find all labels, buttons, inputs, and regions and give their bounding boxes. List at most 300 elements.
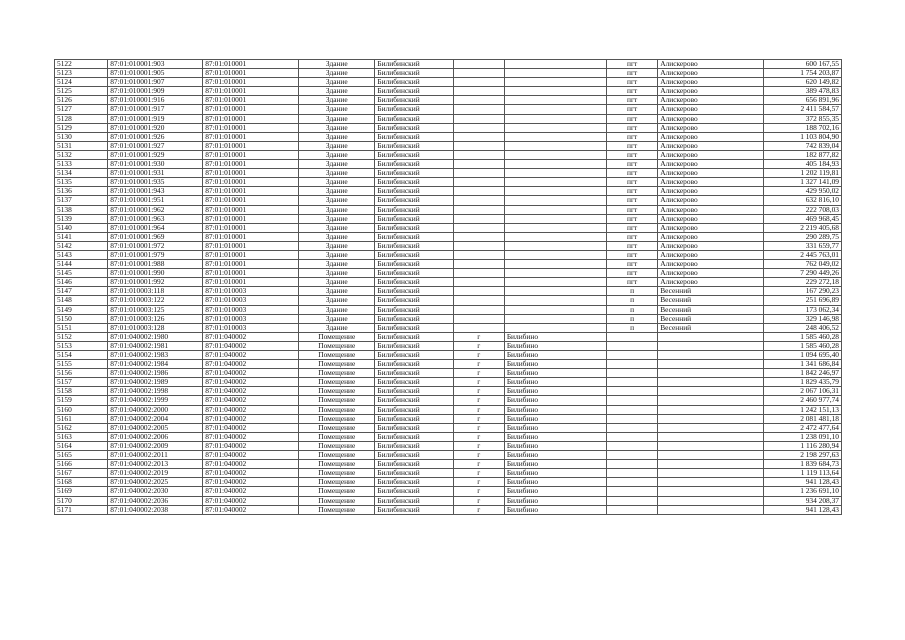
cell-cadastral-quarter: 87:01:010001 [203,78,299,87]
cell-cadastral-number: 87:01:010001:909 [108,87,203,96]
cell-settlement-type [607,351,658,360]
cell-district: Билибинский [375,205,453,214]
cell-locality-type [453,114,504,123]
cell-cadastral-value: 2 219 405,68 [763,223,841,232]
cell-locality-type: г [453,351,504,360]
cell-cadastral-quarter: 87:01:040002 [203,460,299,469]
property-table [54,59,842,515]
cell-row-number: 5153 [55,341,108,350]
cell-row-number: 5168 [55,478,108,487]
cell-cadastral-quarter: 87:01:010001 [203,105,299,114]
cell-row-number: 5136 [55,187,108,196]
cell-city: Билибино [504,387,606,396]
cell-locality-type: г [453,469,504,478]
cell-object-type: Помещение [299,414,375,423]
cell-settlement-type: пгт [607,78,658,87]
table-row [55,123,842,132]
cell-cadastral-number: 87:01:010001:951 [108,196,203,205]
cell-object-type: Помещение [299,341,375,350]
cell-object-type: Здание [299,96,375,105]
cell-settlement-type: пгт [607,223,658,232]
cell-row-number: 5166 [55,460,108,469]
cell-cadastral-value: 762 049,02 [763,260,841,269]
cell-object-type: Здание [299,60,375,69]
cell-settlement-type: пгт [607,214,658,223]
cell-settlement: Алискерово [658,223,763,232]
cell-settlement-type [607,505,658,514]
cell-row-number: 5165 [55,451,108,460]
cell-settlement [658,441,763,450]
cell-cadastral-quarter: 87:01:010001 [203,60,299,69]
cell-locality-type [453,160,504,169]
cell-object-type: Помещение [299,405,375,414]
cell-cadastral-value: 167 290,23 [763,287,841,296]
cell-cadastral-quarter: 87:01:040002 [203,360,299,369]
cell-cadastral-value: 934 208,37 [763,496,841,505]
table-row [55,160,842,169]
cell-settlement: Весенний [658,323,763,332]
cell-row-number: 5138 [55,205,108,214]
cell-locality-type [453,78,504,87]
cell-object-type: Помещение [299,451,375,460]
cell-cadastral-quarter: 87:01:010001 [203,87,299,96]
cell-settlement-type: пгт [607,60,658,69]
cell-settlement-type [607,487,658,496]
cell-settlement: Алискерово [658,141,763,150]
cell-locality-type [453,223,504,232]
cell-district: Билибинский [375,414,453,423]
cell-settlement [658,496,763,505]
cell-district: Билибинский [375,396,453,405]
cell-cadastral-value: 229 272,18 [763,278,841,287]
cell-object-type: Здание [299,205,375,214]
cell-cadastral-quarter: 87:01:010001 [203,160,299,169]
table-row [55,260,842,269]
cell-row-number: 5133 [55,160,108,169]
cell-locality-type: г [453,441,504,450]
cell-cadastral-quarter: 87:01:040002 [203,441,299,450]
cell-row-number: 5130 [55,132,108,141]
cell-district: Билибинский [375,78,453,87]
cell-cadastral-number: 87:01:010003:126 [108,314,203,323]
cell-cadastral-number: 87:01:010001:926 [108,132,203,141]
cell-settlement-type: пгт [607,114,658,123]
cell-row-number: 5158 [55,387,108,396]
cell-locality-type [453,323,504,332]
cell-district: Билибинский [375,360,453,369]
table-row [55,105,842,114]
table-row [55,60,842,69]
cell-district: Билибинский [375,196,453,205]
cell-locality-type: г [453,423,504,432]
cell-cadastral-quarter: 87:01:040002 [203,432,299,441]
cell-cadastral-number: 87:01:010001:969 [108,232,203,241]
cell-district: Билибинский [375,323,453,332]
cell-row-number: 5144 [55,260,108,269]
cell-settlement: Алискерово [658,96,763,105]
table-row [55,414,842,423]
cell-cadastral-number: 87:01:040002:2005 [108,423,203,432]
table-row [55,451,842,460]
cell-cadastral-value: 251 696,89 [763,296,841,305]
cell-cadastral-value: 1 094 695,40 [763,351,841,360]
cell-settlement-type: пгт [607,169,658,178]
cell-cadastral-value: 1 842 246,97 [763,369,841,378]
cell-cadastral-value: 2 445 763,01 [763,250,841,259]
cell-settlement-type: пгт [607,196,658,205]
cell-object-type: Здание [299,296,375,305]
cell-city: Билибино [504,369,606,378]
cell-cadastral-number: 87:01:010001:927 [108,141,203,150]
cell-row-number: 5127 [55,105,108,114]
cell-locality-type [453,150,504,159]
cell-locality-type: г [453,487,504,496]
cell-object-type: Помещение [299,351,375,360]
cell-cadastral-number: 87:01:010001:988 [108,260,203,269]
table-row [55,214,842,223]
table-row [55,269,842,278]
cell-cadastral-quarter: 87:01:010001 [203,214,299,223]
cell-settlement [658,351,763,360]
cell-city [504,223,606,232]
cell-district: Билибинский [375,314,453,323]
cell-cadastral-number: 87:01:040002:1999 [108,396,203,405]
cell-settlement: Алискерово [658,241,763,250]
table-row [55,241,842,250]
cell-city: Билибино [504,432,606,441]
cell-settlement [658,369,763,378]
cell-object-type: Помещение [299,423,375,432]
cell-cadastral-number: 87:01:010001:972 [108,241,203,250]
cell-cadastral-number: 87:01:040002:2011 [108,451,203,460]
cell-district: Билибинский [375,287,453,296]
cell-object-type: Здание [299,260,375,269]
cell-cadastral-quarter: 87:01:010001 [203,196,299,205]
cell-cadastral-quarter: 87:01:010001 [203,241,299,250]
cell-district: Билибинский [375,114,453,123]
cell-cadastral-quarter: 87:01:040002 [203,469,299,478]
cell-district: Билибинский [375,214,453,223]
cell-district: Билибинский [375,178,453,187]
table-row [55,187,842,196]
cell-cadastral-value: 331 659,77 [763,241,841,250]
cell-cadastral-number: 87:01:010001:905 [108,69,203,78]
cell-cadastral-number: 87:01:040002:1986 [108,369,203,378]
cell-cadastral-quarter: 87:01:040002 [203,487,299,496]
cell-settlement: Алискерово [658,214,763,223]
cell-settlement: Алискерово [658,278,763,287]
cell-object-type: Здание [299,169,375,178]
cell-row-number: 5148 [55,296,108,305]
cell-cadastral-quarter: 87:01:010001 [203,169,299,178]
table-row [55,205,842,214]
cell-city [504,314,606,323]
cell-district: Билибинский [375,169,453,178]
cell-district: Билибинский [375,405,453,414]
cell-settlement: Алискерово [658,78,763,87]
cell-cadastral-value: 1 585 460,28 [763,332,841,341]
cell-object-type: Помещение [299,387,375,396]
cell-row-number: 5123 [55,69,108,78]
cell-settlement-type: пгт [607,96,658,105]
cell-object-type: Здание [299,278,375,287]
cell-settlement: Алискерово [658,105,763,114]
cell-row-number: 5152 [55,332,108,341]
cell-row-number: 5141 [55,232,108,241]
cell-settlement [658,460,763,469]
cell-locality-type [453,232,504,241]
cell-settlement-type: п [607,305,658,314]
cell-cadastral-quarter: 87:01:010001 [203,187,299,196]
cell-locality-type [453,214,504,223]
cell-settlement: Алискерово [658,114,763,123]
cell-locality-type [453,260,504,269]
cell-settlement: Алискерово [658,169,763,178]
cell-locality-type [453,96,504,105]
cell-row-number: 5139 [55,214,108,223]
cell-row-number: 5170 [55,496,108,505]
cell-row-number: 5124 [55,78,108,87]
cell-row-number: 5128 [55,114,108,123]
table-row [55,323,842,332]
cell-city [504,269,606,278]
cell-cadastral-number: 87:01:040002:2009 [108,441,203,450]
cell-row-number: 5162 [55,423,108,432]
cell-object-type: Здание [299,187,375,196]
cell-settlement [658,378,763,387]
cell-cadastral-value: 222 708,03 [763,205,841,214]
cell-district: Билибинский [375,387,453,396]
cell-cadastral-number: 87:01:010003:122 [108,296,203,305]
cell-cadastral-number: 87:01:010001:917 [108,105,203,114]
cell-city [504,169,606,178]
cell-cadastral-number: 87:01:040002:1998 [108,387,203,396]
cell-settlement-type [607,332,658,341]
cell-object-type: Здание [299,114,375,123]
cell-row-number: 5134 [55,169,108,178]
table-row [55,250,842,259]
cell-locality-type: г [453,405,504,414]
cell-city [504,160,606,169]
cell-settlement-type: пгт [607,232,658,241]
table-row [55,278,842,287]
cell-cadastral-quarter: 87:01:010001 [203,250,299,259]
cell-locality-type [453,178,504,187]
cell-city [504,87,606,96]
cell-cadastral-number: 87:01:040002:2019 [108,469,203,478]
cell-object-type: Помещение [299,478,375,487]
cell-object-type: Помещение [299,469,375,478]
cell-row-number: 5122 [55,60,108,69]
cell-settlement-type [607,387,658,396]
table-row [55,178,842,187]
cell-object-type: Помещение [299,360,375,369]
cell-cadastral-value: 1 242 151,13 [763,405,841,414]
table-row [55,96,842,105]
cell-cadastral-value: 429 950,02 [763,187,841,196]
cell-row-number: 5131 [55,141,108,150]
cell-settlement: Алискерово [658,160,763,169]
cell-cadastral-value: 1 236 691,10 [763,487,841,496]
cell-locality-type [453,60,504,69]
cell-city: Билибино [504,487,606,496]
cell-cadastral-value: 1 585 460,28 [763,341,841,350]
cell-settlement [658,451,763,460]
cell-settlement-type: пгт [607,241,658,250]
cell-cadastral-number: 87:01:010001:930 [108,160,203,169]
cell-cadastral-number: 87:01:010003:128 [108,323,203,332]
cell-settlement: Алискерово [658,232,763,241]
cell-locality-type [453,278,504,287]
cell-cadastral-quarter: 87:01:010001 [203,141,299,150]
cell-district: Билибинский [375,332,453,341]
cell-cadastral-quarter: 87:01:010001 [203,132,299,141]
cell-cadastral-value: 290 289,75 [763,232,841,241]
table-row [55,287,842,296]
cell-settlement: Алискерово [658,132,763,141]
cell-district: Билибинский [375,123,453,132]
cell-settlement-type [607,414,658,423]
cell-cadastral-value: 182 877,82 [763,150,841,159]
cell-cadastral-value: 2 081 481,18 [763,414,841,423]
cell-district: Билибинский [375,223,453,232]
cell-row-number: 5156 [55,369,108,378]
cell-cadastral-number: 87:01:040002:2038 [108,505,203,514]
cell-locality-type [453,69,504,78]
cell-settlement-type [607,423,658,432]
cell-cadastral-value: 469 968,45 [763,214,841,223]
cell-object-type: Здание [299,87,375,96]
cell-district: Билибинский [375,351,453,360]
cell-city: Билибино [504,341,606,350]
cell-locality-type [453,87,504,96]
table-row [55,150,842,159]
table-row [55,114,842,123]
cell-cadastral-number: 87:01:010001:979 [108,250,203,259]
cell-settlement-type: п [607,296,658,305]
cell-city: Билибино [504,378,606,387]
cell-district: Билибинский [375,69,453,78]
table-row [55,341,842,350]
cell-settlement-type: пгт [607,123,658,132]
cell-city [504,278,606,287]
cell-locality-type [453,314,504,323]
table-row [55,169,842,178]
cell-cadastral-number: 87:01:040002:2036 [108,496,203,505]
cell-district: Билибинский [375,150,453,159]
cell-settlement [658,414,763,423]
cell-cadastral-value: 405 184,93 [763,160,841,169]
cell-locality-type: г [453,378,504,387]
cell-object-type: Помещение [299,332,375,341]
cell-locality-type [453,196,504,205]
cell-cadastral-quarter: 87:01:010003 [203,323,299,332]
cell-row-number: 5149 [55,305,108,314]
cell-cadastral-quarter: 87:01:010001 [203,232,299,241]
cell-row-number: 5137 [55,196,108,205]
cell-object-type: Здание [299,314,375,323]
cell-settlement: Алискерово [658,205,763,214]
cell-cadastral-number: 87:01:010001:931 [108,169,203,178]
cell-city: Билибино [504,414,606,423]
cell-cadastral-quarter: 87:01:040002 [203,496,299,505]
cell-city: Билибино [504,396,606,405]
table-row [55,360,842,369]
cell-object-type: Здание [299,123,375,132]
cell-district: Билибинский [375,96,453,105]
cell-settlement-type [607,341,658,350]
table-body [55,60,842,515]
cell-cadastral-value: 2 472 477,64 [763,423,841,432]
cell-object-type: Здание [299,241,375,250]
cell-cadastral-number: 87:01:010001:929 [108,150,203,159]
cell-settlement: Алискерово [658,260,763,269]
cell-city [504,205,606,214]
cell-settlement: Алискерово [658,250,763,259]
cell-cadastral-value: 742 839,04 [763,141,841,150]
cell-object-type: Здание [299,323,375,332]
cell-cadastral-quarter: 87:01:010001 [203,150,299,159]
cell-settlement: Алискерово [658,60,763,69]
cell-row-number: 5143 [55,250,108,259]
cell-settlement-type [607,369,658,378]
cell-row-number: 5167 [55,469,108,478]
cell-city: Билибино [504,478,606,487]
cell-cadastral-value: 1 754 203,87 [763,69,841,78]
cell-cadastral-value: 389 478,83 [763,87,841,96]
cell-cadastral-quarter: 87:01:010001 [203,260,299,269]
cell-settlement-type: пгт [607,141,658,150]
cell-object-type: Здание [299,214,375,223]
cell-cadastral-number: 87:01:040002:2004 [108,414,203,423]
cell-cadastral-quarter: 87:01:040002 [203,351,299,360]
cell-settlement-type [607,441,658,450]
cell-object-type: Помещение [299,460,375,469]
table-row [55,332,842,341]
cell-district: Билибинский [375,441,453,450]
cell-settlement: Весенний [658,314,763,323]
cell-locality-type [453,187,504,196]
table-row [55,423,842,432]
cell-settlement-type: пгт [607,150,658,159]
cell-settlement-type [607,451,658,460]
cell-cadastral-number: 87:01:010001:962 [108,205,203,214]
cell-district: Билибинский [375,369,453,378]
cell-settlement: Алискерово [658,269,763,278]
cell-cadastral-quarter: 87:01:010003 [203,296,299,305]
cell-object-type: Помещение [299,378,375,387]
cell-district: Билибинский [375,260,453,269]
cell-cadastral-number: 87:01:010001:963 [108,214,203,223]
cell-cadastral-value: 632 816,10 [763,196,841,205]
cell-cadastral-number: 87:01:010001:943 [108,187,203,196]
cell-object-type: Здание [299,250,375,259]
cell-settlement-type: пгт [607,278,658,287]
cell-district: Билибинский [375,505,453,514]
cell-city [504,114,606,123]
table-row [55,87,842,96]
cell-cadastral-number: 87:01:040002:1981 [108,341,203,350]
cell-settlement-type: пгт [607,269,658,278]
cell-settlement: Алискерово [658,123,763,132]
cell-row-number: 5132 [55,150,108,159]
cell-city [504,105,606,114]
table-row [55,441,842,450]
cell-cadastral-quarter: 87:01:010001 [203,69,299,78]
cell-district: Билибинский [375,460,453,469]
cell-district: Билибинский [375,250,453,259]
cell-settlement-type [607,460,658,469]
